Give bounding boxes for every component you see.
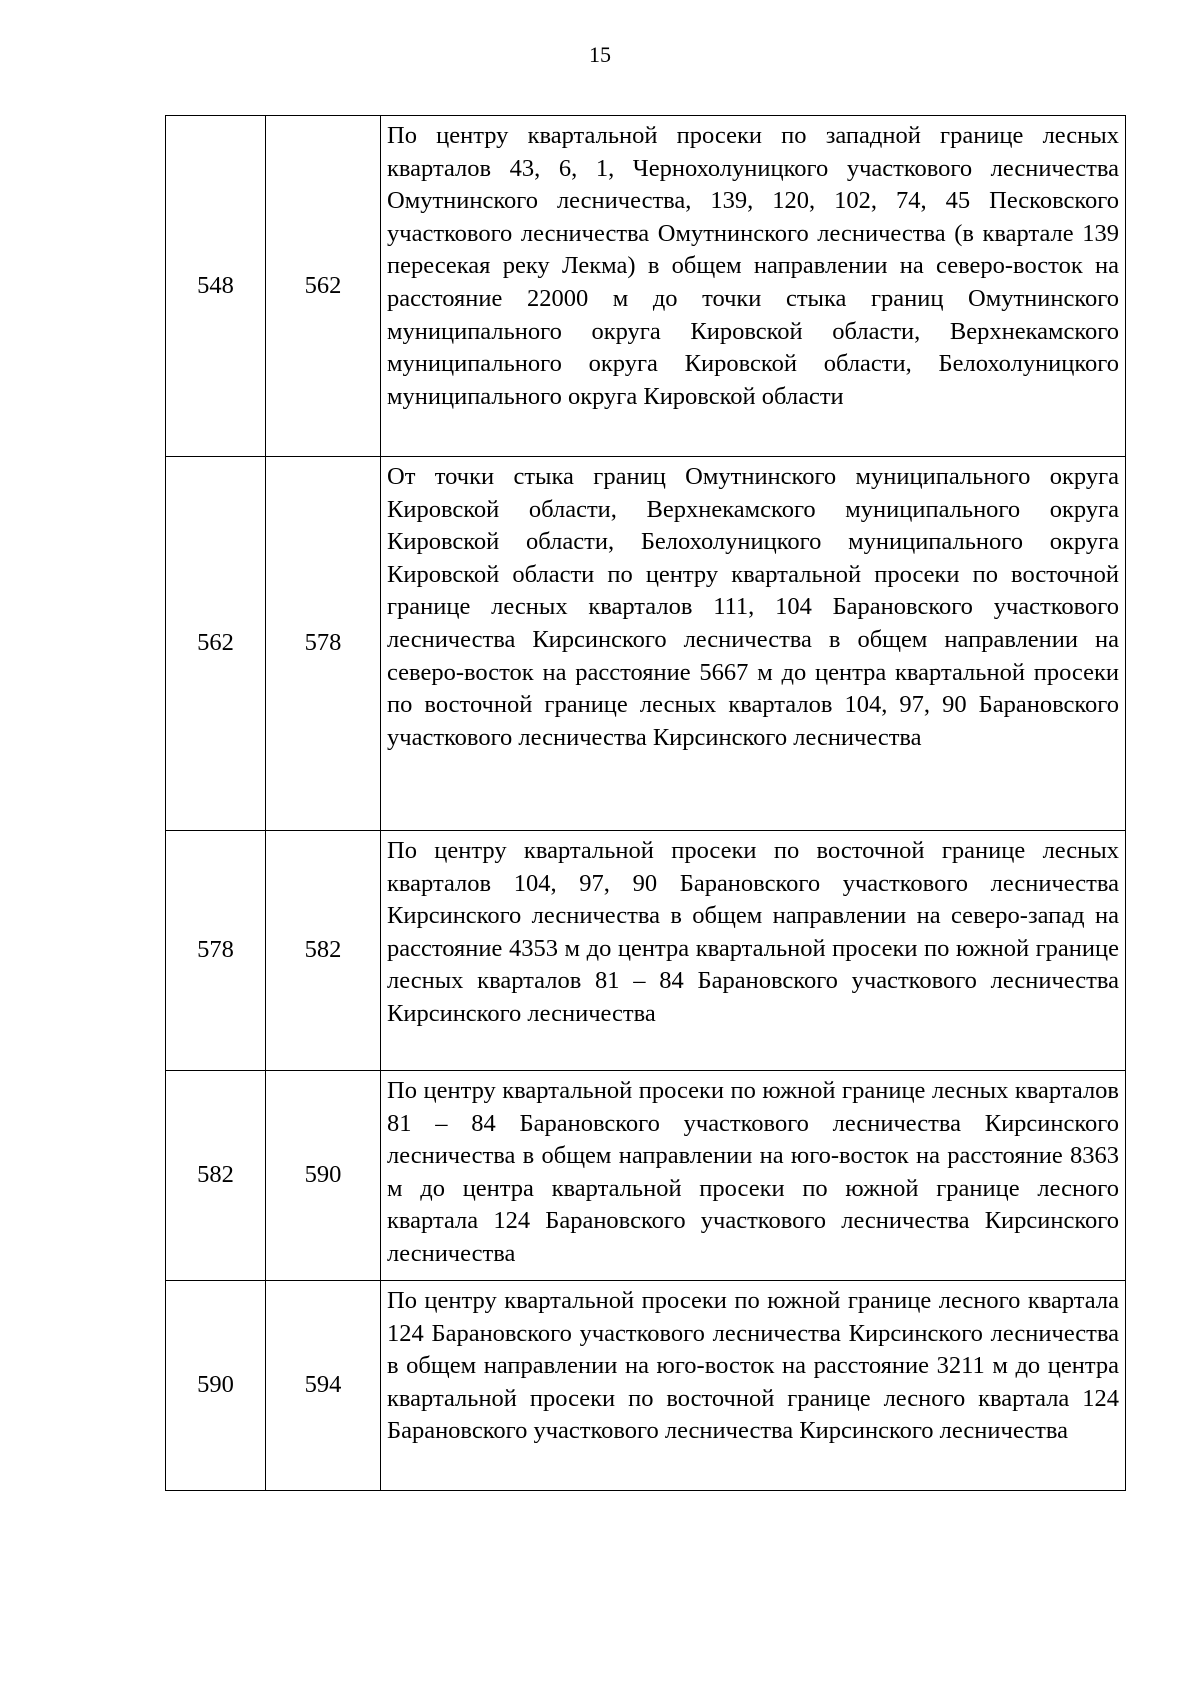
table-row (166, 831, 1126, 1071)
point-from: 590 (166, 1281, 266, 1491)
boundary-table (165, 115, 1126, 1491)
table-row (166, 1071, 1126, 1281)
segment-description: По центру квартальной просеки по восточной границе лесных кварталов 104, 97, 90 Барановского участкового лесничества Кирсинского лесничества в общем направлении на северо-запад на расстояние 4353 м до центра квартальной просеки по южной границе лесных кварталов 81 – 84 Барановского участкового лесничества Кирсинского лесничества (381, 831, 1126, 1071)
point-to: 582 (266, 831, 381, 1071)
segment-description: От точки стыка границ Омутнинского муниципального округа Кировской области, Верхнекамского муниципального округа Кировской области, Белохолуницкого муниципального округа Кировской области по центру квартальной просеки по восточной границе лесных кварталов 111, 104 Барановского участкового лесничества Кирсинского лесничества в общем направлении на северо-восток на расстояние 5667 м до центра квартальной просеки по восточной границе лесных кварталов 104, 97, 90 Барановского участкового лесничества Кирсинского лесничества (381, 457, 1126, 831)
point-to: 578 (266, 457, 381, 831)
point-to: 562 (266, 116, 381, 457)
point-to: 594 (266, 1281, 381, 1491)
point-from: 578 (166, 831, 266, 1071)
table-row (166, 116, 1126, 457)
segment-description: По центру квартальной просеки по южной границе лесных кварталов 81 – 84 Барановского участкового лесничества Кирсинского лесничества в общем направлении на юго-восток на расстояние 8363 м до центра квартальной просеки по южной границе лесного квартала 124 Барановского участкового лесничества Кирсинского лесничества (381, 1071, 1126, 1281)
table-row (166, 457, 1126, 831)
segment-description: По центру квартальной просеки по южной границе лесного квартала 124 Барановского участкового лесничества Кирсинского лесничества в общем направлении на юго-восток на расстояние 3211 м до центра квартальной просеки по восточной границе лесного квартала 124 Барановского участкового лесничества Кирсинского лесничества (381, 1281, 1126, 1491)
point-from: 548 (166, 116, 266, 457)
point-from: 582 (166, 1071, 266, 1281)
point-from: 562 (166, 457, 266, 831)
segment-description: По центру квартальной просеки по западной границе лесных кварталов 43, 6, 1, Чернохолуницкого участкового лесничества Омутнинского лесничества, 139, 120, 102, 74, 45 Песковского участкового лесничества Омутнинского лесничества (в квартале 139 пересекая реку Лекма) в общем направлении на северо-восток на расстояние 22000 м до точки стыка границ Омутнинского муниципального округа Кировской области, Верхнекамского муниципального округа Кировской области, Белохолуницкого муниципального округа Кировской области (381, 116, 1126, 457)
page-number: 15 (589, 42, 611, 67)
point-to: 590 (266, 1071, 381, 1281)
table-row (166, 1281, 1126, 1491)
